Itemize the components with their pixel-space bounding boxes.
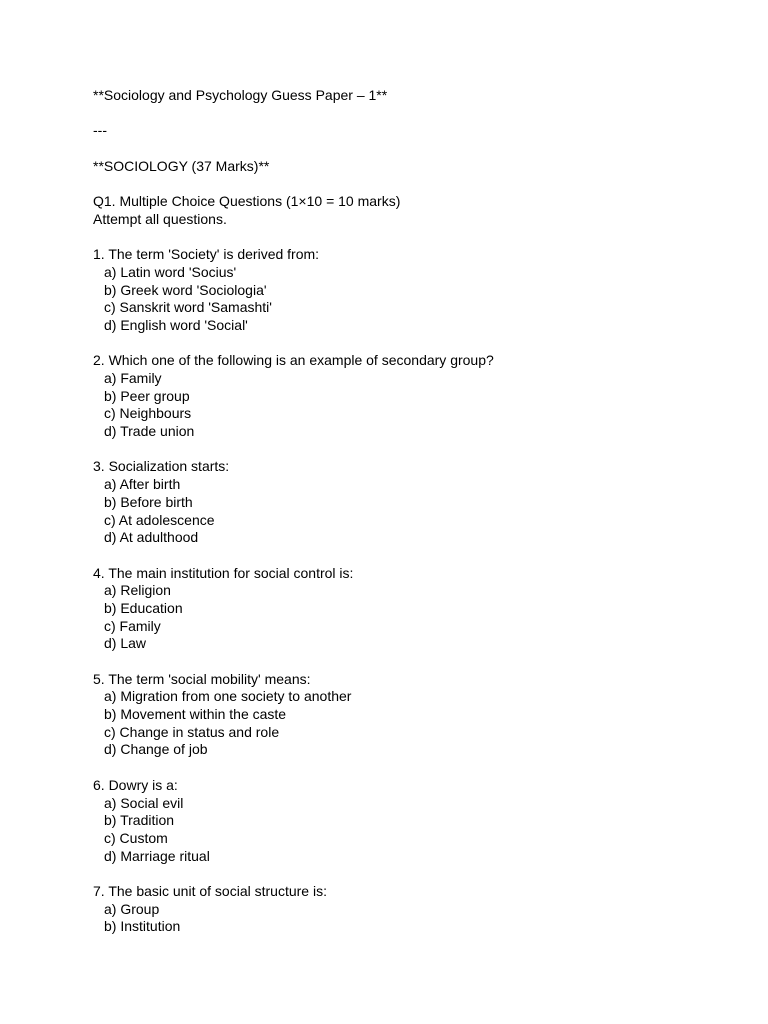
question-block — [93, 883, 733, 936]
spacer — [93, 441, 733, 459]
option: b) Education — [104, 599, 183, 616]
question-text: 4. The main institution for social control is: — [93, 564, 354, 581]
option: a) Religion — [104, 582, 171, 599]
document-title: **Sociology and Psychology Guess Paper – 1** — [93, 87, 388, 103]
option: c) Neighbours — [104, 405, 192, 422]
option: a) Latin word 'Socius' — [104, 263, 237, 280]
question-block — [93, 565, 733, 653]
option: c) Family — [104, 617, 161, 634]
section-heading: **SOCIOLOGY (37 Marks)** — [93, 157, 270, 174]
spacer — [93, 335, 733, 353]
q1-heading: Q1. Multiple Choice Questions (1×10 = 10 marks) — [93, 193, 401, 210]
separator: --- — [93, 122, 107, 139]
option: d) Change of job — [104, 741, 208, 758]
option: d) Law — [104, 635, 147, 652]
spacer — [93, 175, 733, 193]
question-text: 2. Which one of the following is an example of secondary group? — [93, 352, 494, 369]
option: a) Family — [104, 370, 162, 386]
option: c) At adolescence — [104, 511, 215, 528]
option: c) Custom — [104, 829, 168, 846]
spacer — [93, 653, 733, 671]
option: d) English word 'Social' — [104, 316, 248, 333]
option: a) Social evil — [104, 794, 184, 811]
spacer — [93, 229, 733, 247]
question-block — [93, 352, 733, 440]
option: d) At adulthood — [104, 529, 199, 546]
q1-instruction: Attempt all questions. — [93, 210, 227, 227]
option: b) Before birth — [104, 493, 193, 510]
spacer — [93, 140, 733, 158]
question-block — [93, 671, 733, 759]
option: b) Peer group — [104, 387, 190, 404]
spacer — [93, 105, 733, 123]
document-content — [93, 87, 733, 936]
question-text: 5. The term 'social mobility' means: — [93, 670, 311, 687]
option: a) After birth — [104, 476, 181, 493]
question-text: 3. Socialization starts: — [93, 458, 230, 475]
option: b) Tradition — [104, 812, 175, 829]
spacer — [93, 865, 733, 883]
question-text: 1. The term 'Society' is derived from: — [93, 246, 320, 263]
question-block — [93, 777, 733, 865]
option: c) Change in status and role — [104, 723, 280, 740]
spacer — [93, 759, 733, 777]
spacer — [93, 547, 733, 565]
option: c) Sanskrit word 'Samashti' — [104, 299, 272, 316]
option: d) Marriage ritual — [104, 847, 210, 864]
option: a) Migration from one society to another — [104, 688, 352, 705]
option: b) Institution — [104, 918, 181, 935]
question-text: 7. The basic unit of social structure is: — [93, 882, 327, 899]
option: b) Movement within the caste — [104, 706, 287, 723]
question-block — [93, 246, 733, 334]
option: d) Trade union — [104, 423, 195, 440]
option: a) Group — [104, 900, 160, 917]
option: b) Greek word 'Sociologia' — [104, 281, 267, 298]
question-block — [93, 458, 733, 546]
question-text: 6. Dowry is a: — [93, 776, 178, 793]
